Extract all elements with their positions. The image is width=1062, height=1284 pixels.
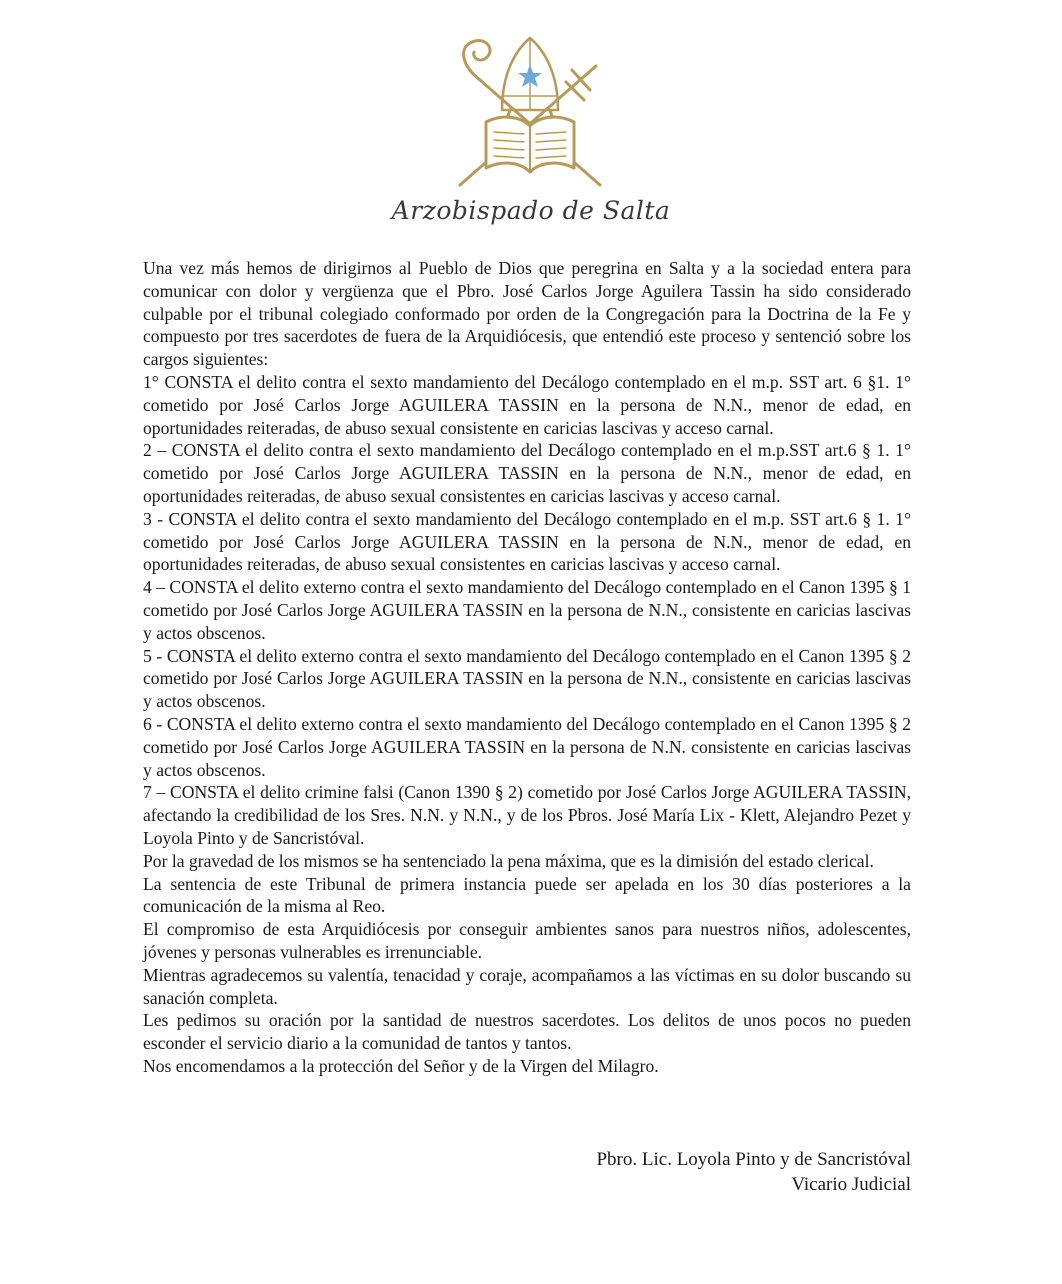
closing-paragraph: Nos encomendamos a la protección del Señor y de la Virgen del Milagro.: [143, 1055, 659, 1076]
commitment-paragraph: El compromiso de esta Arquidiócesis por conseguir ambientes sanos para nuestros niños, adolescentes, jóvenes y personas vulnerables es irrenunciable.: [143, 919, 911, 962]
charge-3: 3 - CONSTA el delito contra el sexto mandamiento del Decálogo contemplado en el m.p. SST art.6 § 1. 1° cometido por José Carlos Jorge AGUILERA TASSIN en la persona de N.N., menor de edad, en oportunidades reiteradas, de abuso sexual consistentes en caricias lascivas y acceso carnal.: [143, 508, 911, 575]
charge-1: 1° CONSTA el delito contra el sexto mandamiento del Decálogo contemplado en el m.p. SST art. 6 §1. 1° cometido por José Carlos Jorge AGUILERA TASSIN en la persona de N.N., menor de edad, en oportunidades reiteradas, de abuso sexual consistente en caricias lascivas y acceso carnal.: [143, 371, 911, 438]
charge-6: 6 - CONSTA el delito externo contra el sexto mandamiento del Decálogo contemplado en el Canon 1395 § 2 cometido por José Carlos Jorge AGUILERA TASSIN en la persona de N.N. consistente en caricias lascivas y actos obscenos.: [143, 713, 911, 780]
prayer-paragraph: Les pedimos su oración por la santidad de nuestros sacerdotes. Los delitos de unos pocos no pueden esconder el servicio diario a la comunidad de tantos y tantos.: [143, 1010, 911, 1054]
charge-2: 2 – CONSTA el delito contra el sexto mandamiento del Decálogo contemplado en el m.p.SST art.6 § 1. 1° cometido por José Carlos Jorge AGUILERA TASSIN en la persona de N.N., menor de edad, en oportunidades reiteradas, de abuso sexual consistentes en caricias lascivas y acceso carnal.: [143, 440, 911, 506]
intro-paragraph: Una vez más hemos de dirigirnos al Pueblo de Dios que peregrina en Salta y a la sociedad entera para comunicar con dolor y vergüenza que el Pbro. José Carlos Jorge Aguilera Tassin ha sido considerado culpable por el tribunal colegiado conformado por orden de la Congregación para la Doctrina de la Fe y compuesto por tres sacerdotes de fuera de la Arquidiócesis, que entendió este proceso y sentenció sobre los cargos siguientes:: [143, 258, 911, 370]
charge-7: 7 – CONSTA el delito crimine falsi (Canon 1390 § 2) cometido por José Carlos Jorge AGUILERA TASSIN, afectando la credibilidad de los Sres. N.N. y N.N., y de los Pbros. José María Lix - Klett, Alejandro Pezet y Loyola Pinto y de Sancristóval.: [143, 782, 911, 848]
signatory-title: Vicario Judicial: [791, 1174, 911, 1195]
signature-block: [596, 1147, 911, 1197]
organization-name: Arzobispado de Salta: [391, 196, 671, 225]
gratitude-paragraph: Mientras agradecemos su valentía, tenacidad y coraje, acompañamos a las víctimas en su dolor buscando su sanación completa.: [143, 964, 911, 1008]
document-body: [143, 257, 911, 1078]
archdiocese-crest-icon: [440, 30, 620, 200]
appeal-paragraph: La sentencia de este Tribunal de primera instancia puede ser apelada en los 30 días posteriores a la comunicación de la misma al Reo.: [143, 873, 911, 917]
sentence-paragraph: Por la gravedad de los mismos se ha sentenciado la pena máxima, que es la dimisión del estado clerical.: [143, 850, 874, 871]
charge-4: 4 – CONSTA el delito externo contra el sexto mandamiento del Decálogo contemplado en el Canon 1395 § 1 cometido por José Carlos Jorge AGUILERA TASSIN en la persona de N.N., consistente en caricias lascivas y actos obscenos.: [143, 577, 911, 643]
signatory-name: Pbro. Lic. Loyola Pinto y de Sancristóval: [596, 1149, 911, 1170]
charge-5: 5 - CONSTA el delito externo contra el sexto mandamiento del Decálogo contemplado en el Canon 1395 § 2 cometido por José Carlos Jorge AGUILERA TASSIN en la persona de N.N., consistente en caricias lascivas y actos obscenos.: [143, 645, 911, 712]
